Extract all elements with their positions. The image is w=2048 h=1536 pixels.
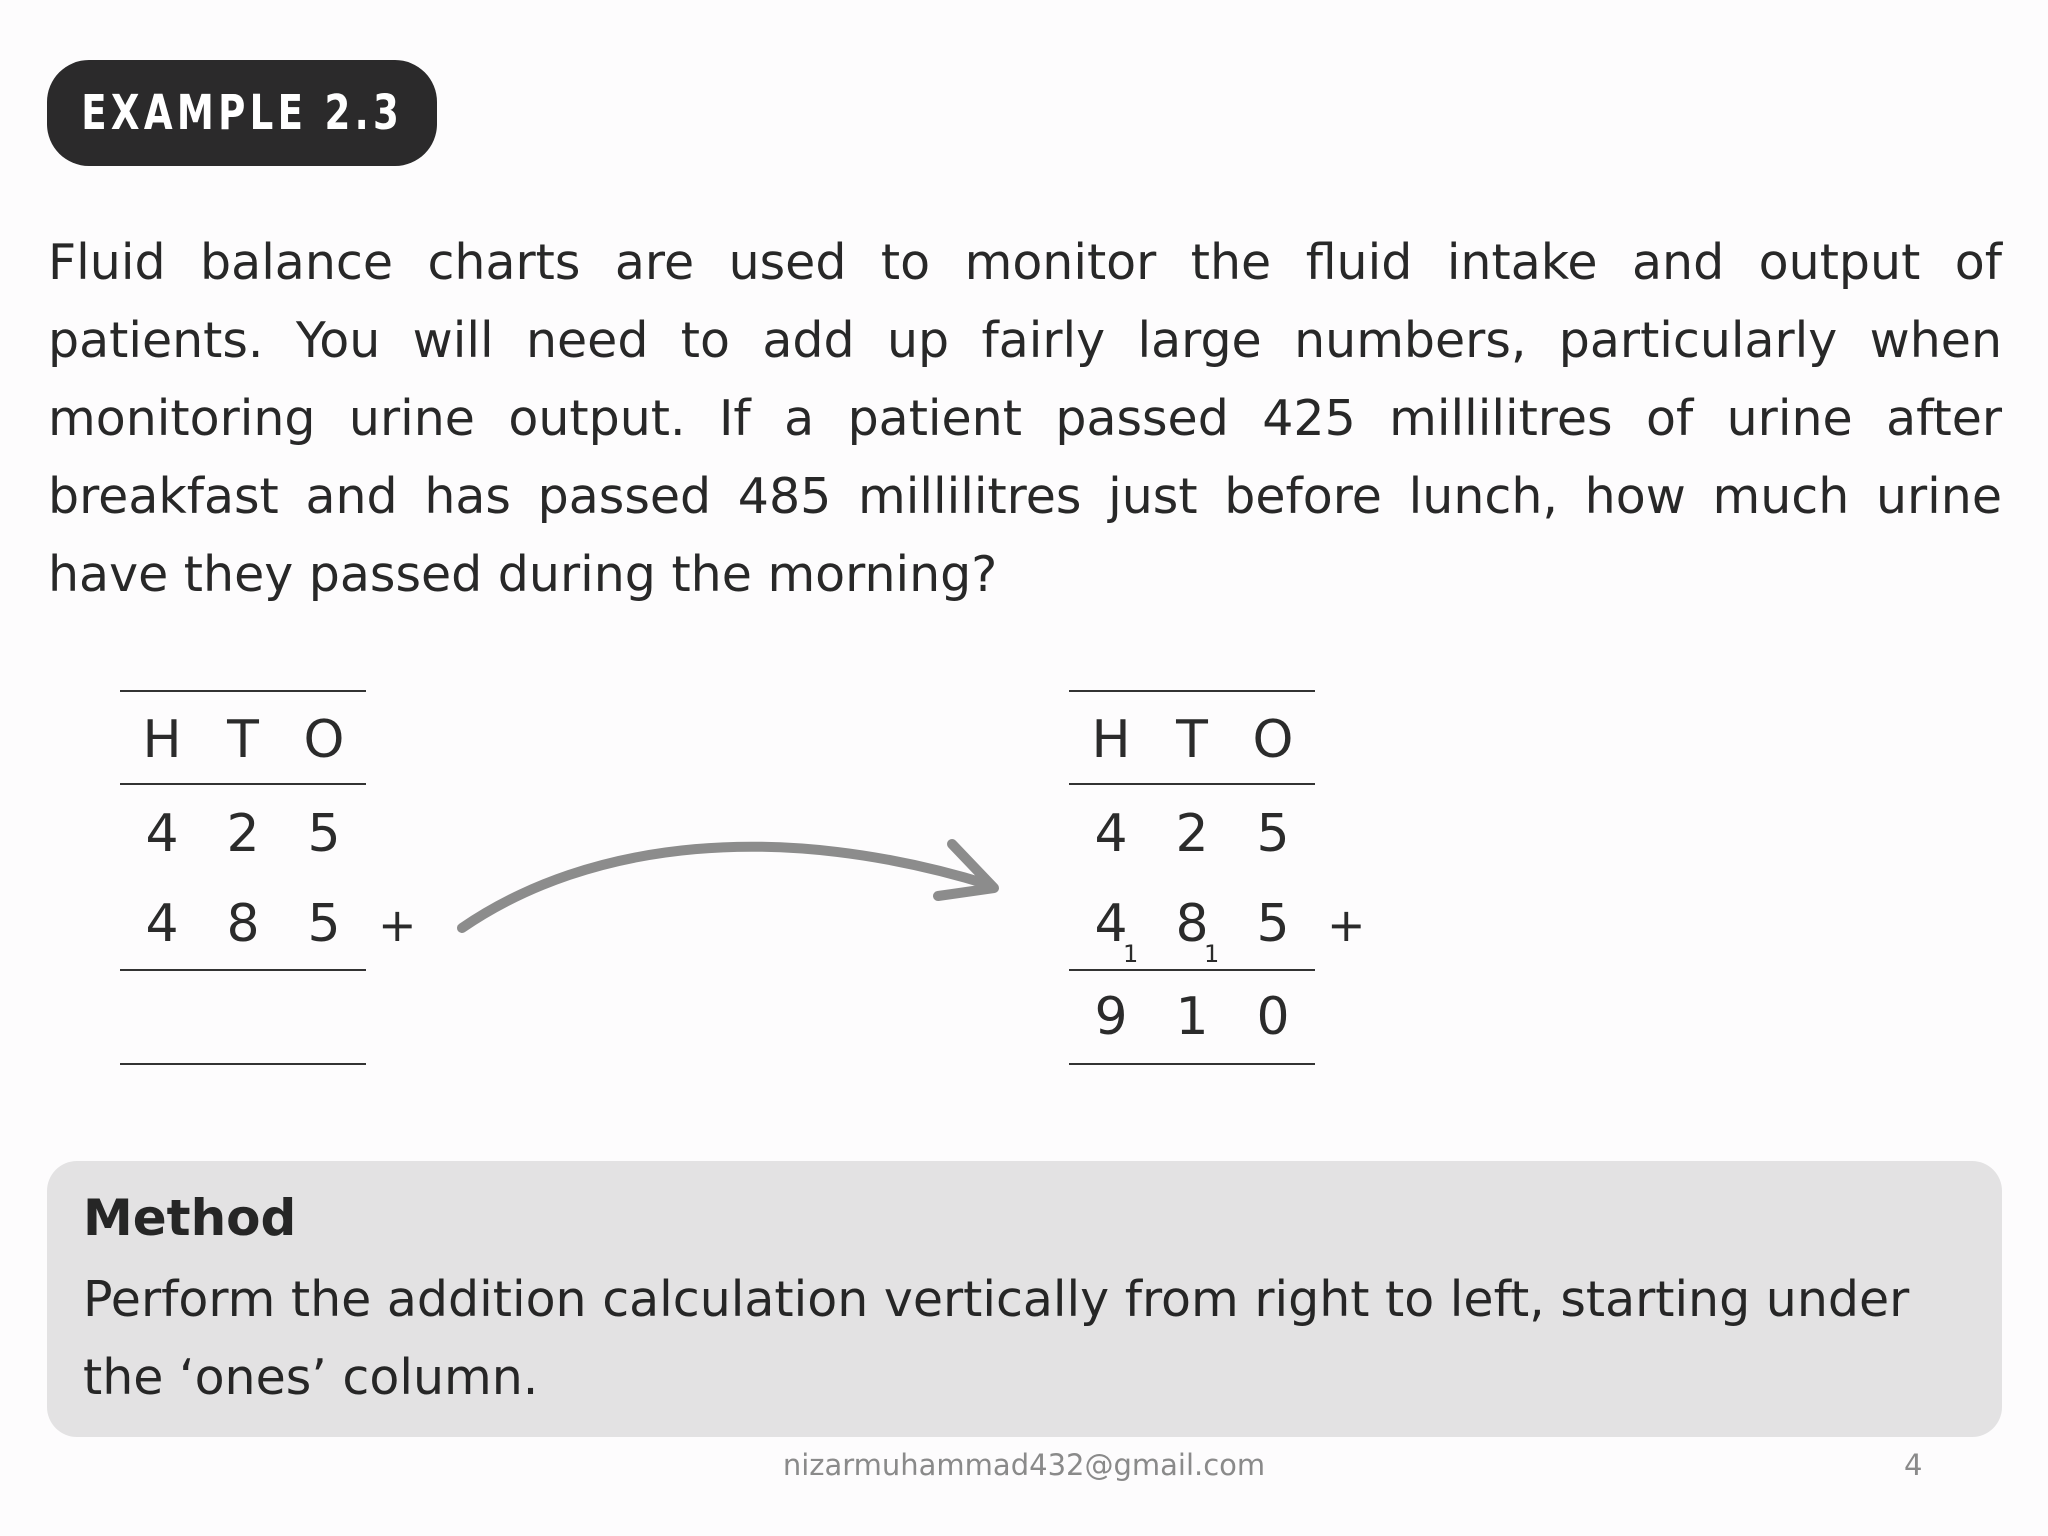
curved-arrow-icon [450, 800, 1010, 960]
header-hundreds: H [1091, 710, 1131, 770]
row2-tens: 8 [1175, 894, 1209, 954]
row2-hundreds: 4 [1094, 894, 1128, 954]
row2-hundreds: 4 [145, 894, 179, 954]
example-label: EXAMPLE 2.3 [81, 85, 403, 141]
header-ones: O [303, 710, 345, 770]
problem-text: Fluid balance charts are used to monitor the fluid intake and output of patients. You will need to add up fairly large numbers, particularly when monitoring urine output. If a patient passed 425 millilitres of urine after breakfast and has passed 485 millilitres just before lunch, how much urine have they passed during the morning? [48, 234, 2002, 603]
row2-ones: 5 [1256, 894, 1290, 954]
method-text: Perform the addition calculation vertically from right to left, starting under the ‘ones’ column. [83, 1271, 1910, 1406]
row1-hundreds: 4 [1094, 804, 1128, 864]
sum-rule [120, 969, 366, 971]
example-badge [47, 60, 437, 166]
left-addition-table [120, 690, 417, 1070]
method-title: Method [83, 1189, 297, 1247]
header-tens: T [1176, 710, 1208, 770]
row2-tens: 8 [226, 894, 260, 954]
bottom-rule [1069, 1063, 1315, 1065]
top-rule [120, 690, 366, 692]
right-addition-table [1069, 690, 1366, 1070]
header-rule [1069, 783, 1315, 785]
page-number: 4 [1904, 1448, 1923, 1482]
carry-hundreds: 1 [1123, 940, 1139, 968]
header-ones: O [1252, 710, 1294, 770]
row2-ones: 5 [307, 894, 341, 954]
result-ones: 0 [1256, 987, 1290, 1047]
result-hundreds: 9 [1094, 987, 1128, 1047]
footer-email: nizarmuhammad432@gmail.com [782, 1448, 1266, 1482]
row1-tens: 2 [226, 804, 260, 864]
sum-rule [1069, 969, 1315, 971]
bottom-rule [120, 1063, 366, 1065]
method-box [47, 1161, 2002, 1437]
header-tens: T [227, 710, 259, 770]
header-hundreds: H [142, 710, 182, 770]
plus-sign: + [1327, 898, 1366, 952]
header-rule [120, 783, 366, 785]
row1-ones: 5 [307, 804, 341, 864]
result-tens: 1 [1175, 987, 1209, 1047]
row1-hundreds: 4 [145, 804, 179, 864]
top-rule [1069, 690, 1315, 692]
plus-sign: + [378, 898, 417, 952]
row1-ones: 5 [1256, 804, 1290, 864]
row1-tens: 2 [1175, 804, 1209, 864]
carry-tens: 1 [1204, 940, 1220, 968]
